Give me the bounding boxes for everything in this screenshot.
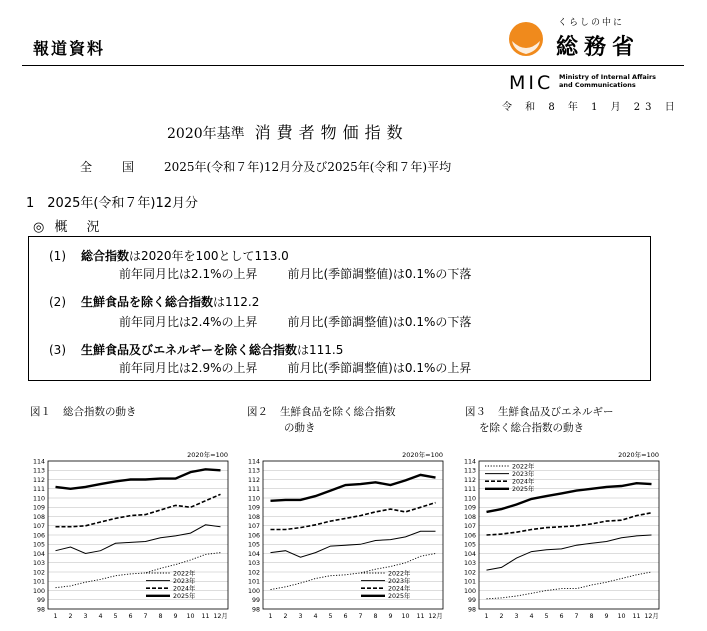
x-tick-label: 5 <box>113 613 118 620</box>
x-tick-label: 7 <box>574 613 579 620</box>
x-tick-label: 8 <box>373 613 378 620</box>
logo-abbr: MIC <box>509 72 554 94</box>
summary-item-1 <box>49 247 289 264</box>
legend-label: 2025年 <box>512 486 535 494</box>
mic-logo-icon <box>508 21 544 57</box>
ministry-line-1: Ministry of Internal Affairs <box>559 73 657 81</box>
legend-label: 2025年 <box>173 593 196 601</box>
base-note: 2020年=100 <box>402 451 443 459</box>
x-tick-label: 3 <box>514 613 519 620</box>
x-tick-label: 10 <box>186 613 195 620</box>
figure-number: 図３ <box>465 406 486 418</box>
series-line-2025年 <box>56 469 221 489</box>
series-line-2024年 <box>271 503 436 530</box>
x-tick-label: 3 <box>298 613 303 620</box>
summary-item-2 <box>49 293 259 310</box>
x-tick-label: 2 <box>499 613 504 620</box>
series-line-2023年 <box>56 525 221 554</box>
overview-heading: ◎ 概 況 <box>33 220 103 235</box>
x-tick-label: 10 <box>617 613 626 620</box>
y-tick-label: 113 <box>247 467 260 475</box>
legend-label: 2025年 <box>388 593 411 601</box>
x-tick-label: 4 <box>313 613 318 620</box>
header-rule <box>22 65 684 66</box>
summary-item-1-changes <box>119 265 471 282</box>
figure-3-title <box>465 404 614 436</box>
y-tick-label: 114 <box>247 458 260 466</box>
y-tick-label: 105 <box>463 541 476 549</box>
y-tick-label: 110 <box>32 495 45 503</box>
series-line-2023年 <box>487 535 652 570</box>
y-tick-label: 108 <box>247 513 260 521</box>
x-tick-label: 11 <box>416 613 425 620</box>
y-tick-label: 110 <box>463 495 476 503</box>
y-tick-label: 99 <box>36 597 45 605</box>
y-tick-label: 107 <box>463 523 476 531</box>
legend-label: 2022年 <box>173 570 196 578</box>
x-tick-label: 1 <box>53 613 58 620</box>
figure-title-line-2: を除く総合指数の動き <box>479 422 584 434</box>
y-tick-label: 109 <box>32 504 45 512</box>
report-label: 報道資料 <box>33 39 106 58</box>
summary-yoy: 前年同月比は2.4%の上昇 <box>119 315 258 329</box>
y-tick-label: 99 <box>467 597 476 605</box>
summary-item-value: は2020年を100として113.0 <box>129 249 289 263</box>
chart-2-svg <box>237 447 447 625</box>
figure-1-title <box>30 404 137 420</box>
y-tick-label: 100 <box>463 587 476 595</box>
y-tick-label: 100 <box>32 587 45 595</box>
x-tick-label: 12月 <box>644 613 659 620</box>
legend-label: 2023年 <box>173 578 196 585</box>
y-tick-label: 107 <box>247 523 260 531</box>
y-tick-label: 108 <box>32 513 45 521</box>
x-tick-label: 5 <box>544 613 549 620</box>
y-tick-label: 102 <box>247 569 260 577</box>
figure-title-line-1: 生鮮食品及びエネルギー <box>498 406 614 418</box>
y-tick-label: 98 <box>36 606 45 614</box>
x-tick-label: 4 <box>529 613 534 620</box>
y-tick-label: 114 <box>32 458 45 466</box>
summary-item-number: (3) <box>49 343 66 357</box>
x-tick-label: 10 <box>401 613 410 620</box>
x-tick-label: 4 <box>98 613 103 620</box>
x-tick-label: 6 <box>128 613 133 620</box>
x-tick-label: 8 <box>158 613 163 620</box>
summary-item-value: は112.2 <box>213 295 260 309</box>
y-tick-label: 98 <box>251 606 260 614</box>
y-tick-label: 107 <box>32 523 45 531</box>
summary-mom: 前月比(季節調整値)は0.1%の下落 <box>287 315 472 329</box>
summary-yoy: 前年同月比は2.9%の上昇 <box>119 361 258 375</box>
x-tick-label: 7 <box>358 613 363 620</box>
summary-item-3-changes <box>119 359 471 376</box>
series-line-2022年 <box>487 572 652 599</box>
summary-item-2-changes <box>119 313 471 330</box>
y-tick-label: 109 <box>247 504 260 512</box>
x-tick-label: 1 <box>484 613 489 620</box>
y-tick-label: 103 <box>463 560 476 568</box>
logo-ministry-name <box>559 73 656 89</box>
summary-item-value: は111.5 <box>297 343 344 357</box>
summary-mom: 前月比(季節調整値)は0.1%の下落 <box>287 267 472 281</box>
y-tick-label: 104 <box>32 550 45 558</box>
logo-tagline: くらしの中に <box>558 18 625 28</box>
chart-1-svg <box>22 447 232 625</box>
summary-item-index-name: 総合指数 <box>81 249 130 263</box>
logo-name: 総務省 <box>556 35 641 60</box>
y-tick-label: 111 <box>247 486 260 494</box>
x-tick-label: 3 <box>83 613 88 620</box>
legend-label: 2023年 <box>388 578 411 585</box>
figure-2-title <box>247 404 396 436</box>
x-tick-label: 8 <box>589 613 594 620</box>
series-line-2024年 <box>56 494 221 526</box>
y-tick-label: 114 <box>463 458 476 466</box>
section-heading: 1 2025年(令和７年)12月分 <box>26 196 199 211</box>
base-note: 2020年=100 <box>187 451 228 459</box>
figure-title-line-2: の動き <box>284 422 316 434</box>
y-tick-label: 101 <box>32 578 45 586</box>
figure-title-line-1: 生鮮食品を除く総合指数 <box>280 406 396 418</box>
y-tick-label: 102 <box>463 569 476 577</box>
y-tick-label: 104 <box>463 550 476 558</box>
x-tick-label: 5 <box>328 613 333 620</box>
subtitle-period: 2025年(令和７年)12月分及び2025年(令和７年)平均 <box>164 160 452 174</box>
figure-number: 図１ <box>30 406 51 418</box>
chart-3-svg <box>453 447 663 625</box>
y-tick-label: 100 <box>247 587 260 595</box>
y-tick-label: 106 <box>463 532 476 540</box>
series-line-2025年 <box>271 475 436 501</box>
base-note: 2020年=100 <box>618 451 659 459</box>
y-tick-label: 106 <box>32 532 45 540</box>
y-tick-label: 112 <box>463 476 476 484</box>
subtitle <box>80 158 451 175</box>
y-tick-label: 106 <box>247 532 260 540</box>
summary-item-number: (1) <box>49 249 66 263</box>
x-tick-label: 12月 <box>213 613 228 620</box>
y-tick-label: 103 <box>32 560 45 568</box>
y-tick-label: 113 <box>32 467 45 475</box>
y-tick-label: 111 <box>463 486 476 494</box>
ministry-line-2: and Communications <box>559 81 636 89</box>
series-line-2022年 <box>56 553 221 588</box>
summary-item-index-name: 生鮮食品を除く総合指数 <box>81 295 214 309</box>
x-tick-label: 11 <box>201 613 210 620</box>
x-tick-label: 2 <box>283 613 288 620</box>
subtitle-scope: 全国 <box>80 160 165 174</box>
y-tick-label: 108 <box>463 513 476 521</box>
x-tick-label: 6 <box>559 613 564 620</box>
summary-item-index-name: 生鮮食品及びエネルギーを除く総合指数 <box>81 343 298 357</box>
legend-label: 2022年 <box>388 570 411 578</box>
x-tick-label: 12月 <box>428 613 443 620</box>
title-main: 消費者物価指数 <box>254 123 409 142</box>
summary-item-3 <box>49 341 343 358</box>
x-tick-label: 9 <box>604 613 609 620</box>
y-tick-label: 111 <box>32 486 45 494</box>
summary-box <box>28 236 651 381</box>
release-date: 令 和 8 年 1 月 23 日 <box>502 102 680 113</box>
y-tick-label: 98 <box>467 606 476 614</box>
y-tick-label: 103 <box>247 560 260 568</box>
summary-mom: 前月比(季節調整値)は0.1%の上昇 <box>287 361 472 375</box>
legend-label: 2023年 <box>512 471 535 478</box>
summary-yoy: 前年同月比は2.1%の上昇 <box>119 267 258 281</box>
figure-number: 図２ <box>247 406 268 418</box>
y-tick-label: 104 <box>247 550 260 558</box>
x-tick-label: 9 <box>388 613 393 620</box>
legend-label: 2022年 <box>512 463 535 471</box>
x-tick-label: 6 <box>343 613 348 620</box>
x-tick-label: 7 <box>143 613 148 620</box>
legend-label: 2024年 <box>512 478 535 486</box>
figure-title-line-1: 総合指数の動き <box>63 406 137 418</box>
legend-label: 2024年 <box>173 585 196 593</box>
y-tick-label: 113 <box>463 467 476 475</box>
legend-label: 2024年 <box>388 585 411 593</box>
y-tick-label: 102 <box>32 569 45 577</box>
summary-item-number: (2) <box>49 295 66 309</box>
y-tick-label: 105 <box>247 541 260 549</box>
series-line-2024年 <box>487 513 652 535</box>
title-prefix: 2020年基準 <box>167 126 245 142</box>
x-tick-label: 11 <box>632 613 641 620</box>
x-tick-label: 1 <box>268 613 273 620</box>
y-tick-label: 105 <box>32 541 45 549</box>
x-tick-label: 2 <box>68 613 73 620</box>
document-title <box>167 120 409 143</box>
x-tick-label: 9 <box>173 613 178 620</box>
y-tick-label: 112 <box>32 476 45 484</box>
y-tick-label: 101 <box>463 578 476 586</box>
series-line-2022年 <box>271 554 436 590</box>
y-tick-label: 101 <box>247 578 260 586</box>
y-tick-label: 110 <box>247 495 260 503</box>
y-tick-label: 109 <box>463 504 476 512</box>
y-tick-label: 112 <box>247 476 260 484</box>
y-tick-label: 99 <box>251 597 260 605</box>
